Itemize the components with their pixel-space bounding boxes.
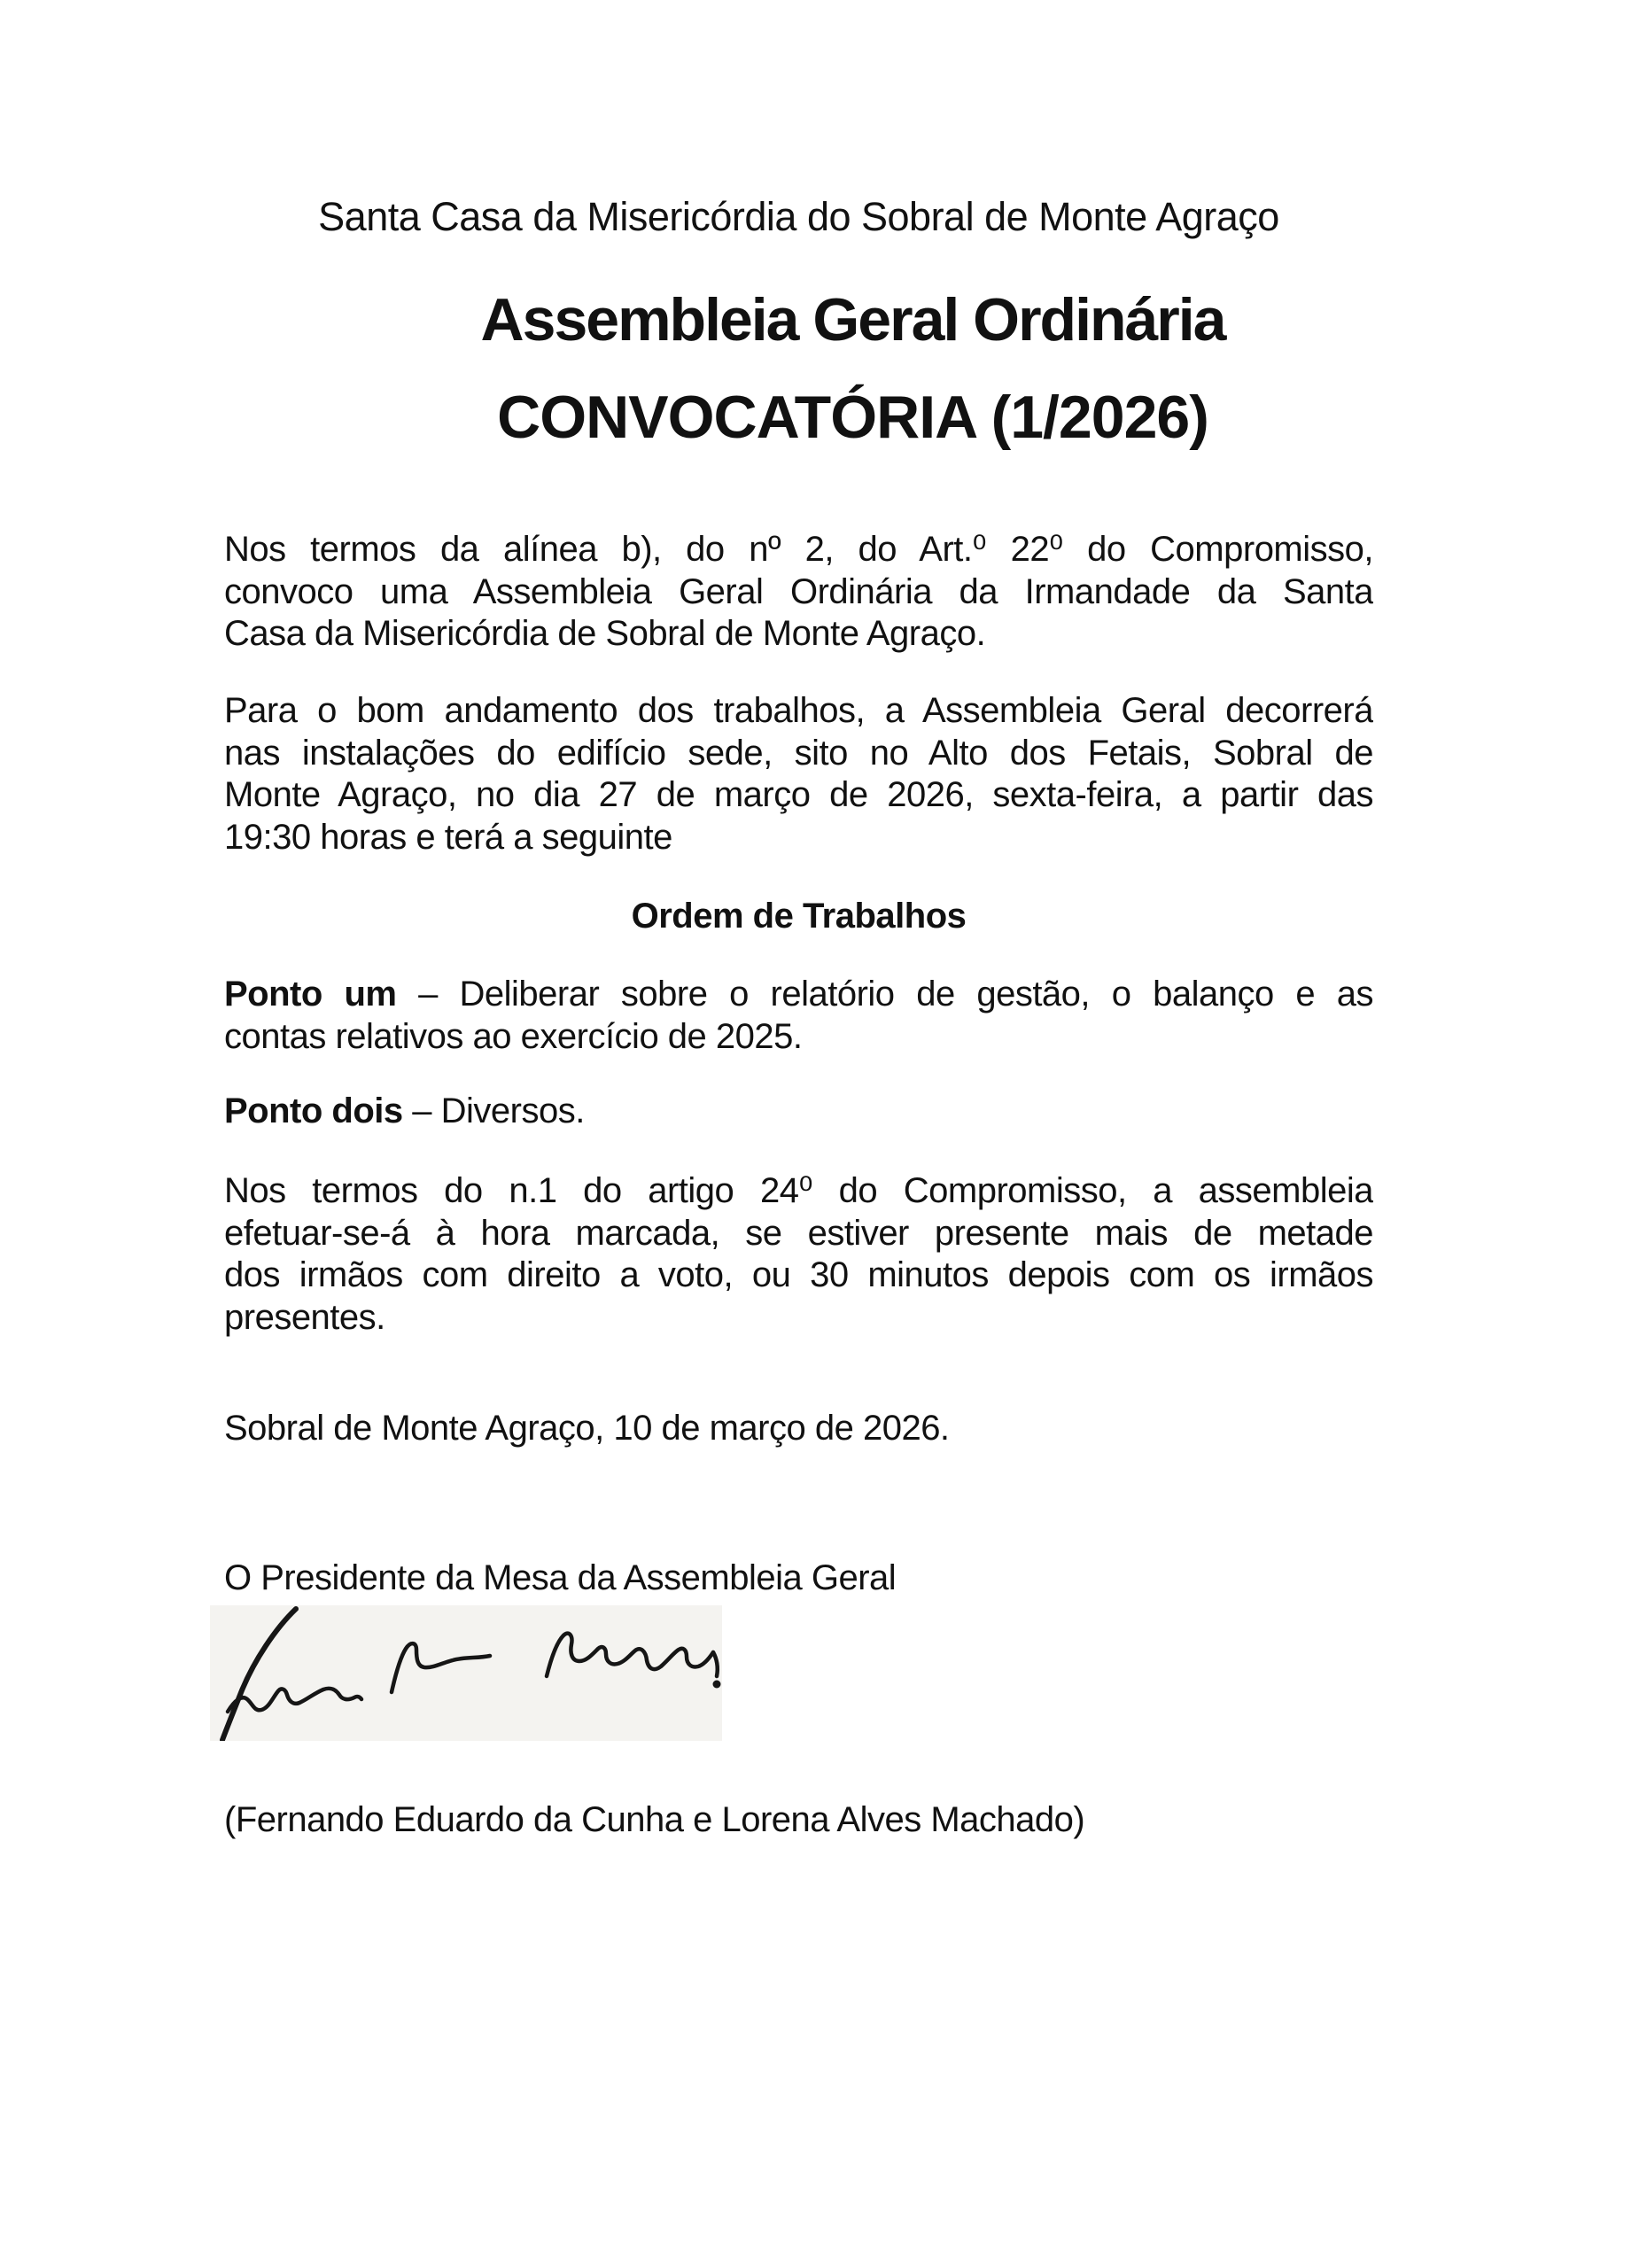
paragraph-line: 19:30 horas e terá a seguinte [224, 817, 672, 857]
paragraph-line: presentes. [224, 1297, 385, 1337]
paragraph-line: Monte Agraço, no dia 27 de março de 2026, sexta-feira, a partir das [224, 775, 1373, 814]
place-date-line: Sobral de Monte Agraço, 10 de março de 2026. [224, 1409, 950, 1448]
signature-scan-background [210, 1605, 722, 1741]
agenda-item-one-text: – Deliberar sobre o relatório de gestão, o balanço e as [418, 975, 1373, 1014]
paragraph-line: convoco uma Assembleia Geral Ordinária da Irmandade da Santa [224, 571, 1373, 611]
agenda-item-two [224, 1091, 1373, 1133]
paragraph-line: Casa da Misericórdia de Sobral de Monte Agraço. [224, 614, 986, 653]
paragraph-quorum-rule [224, 1170, 1373, 1339]
agenda-item-two-label: Ponto dois [224, 1091, 403, 1130]
paragraph-line: efetuar-se-á à hora marcada, se estiver presente mais de metade [224, 1213, 1373, 1253]
paragraph-line [224, 974, 1373, 1016]
paragraph-line: dos irmãos com direito a voto, ou 30 minutos depois com os irmãos [224, 1255, 1373, 1294]
document-title: Assembleia Geral Ordinária [480, 286, 1225, 353]
paragraph-line [224, 1091, 1373, 1133]
agenda-item-one [224, 974, 1373, 1058]
agenda-heading: Ordem de Trabalhos [631, 897, 967, 936]
president-title-line: O Presidente da Mesa da Assembleia Geral [224, 1558, 897, 1597]
paragraph-line: contas relativos ao exercício de 2025. [224, 1016, 803, 1056]
paragraph-line: Nos termos do n.1 do artigo 24⁰ do Compromisso, a assembleia [224, 1171, 1373, 1210]
signature-scrawl [210, 1605, 722, 1741]
agenda-item-one-label: Ponto um [224, 975, 397, 1014]
agenda-item-two-text: – Diversos. [412, 1091, 585, 1130]
document-subtitle: CONVOCATÓRIA (1/2026) [497, 384, 1208, 451]
signatories-names-line: (Fernando Eduardo da Cunha e Lorena Alves Machado) [224, 1800, 1085, 1839]
paragraph-legal-basis [224, 529, 1373, 656]
signature-image [210, 1605, 722, 1741]
paragraph-line: Para o bom andamento dos trabalhos, a Assembleia Geral decorrerá [224, 691, 1373, 730]
organization-name: Santa Casa da Misericórdia do Sobral de Monte Agraço [318, 194, 1279, 239]
paragraph-line: nas instalações do edifício sede, sito no Alto dos Fetais, Sobral de [224, 733, 1373, 773]
paragraph-meeting-details [224, 690, 1373, 858]
paragraph-line: Nos termos da alínea b), do nº 2, do Art.⁰ 22⁰ do Compromisso, [224, 530, 1373, 569]
